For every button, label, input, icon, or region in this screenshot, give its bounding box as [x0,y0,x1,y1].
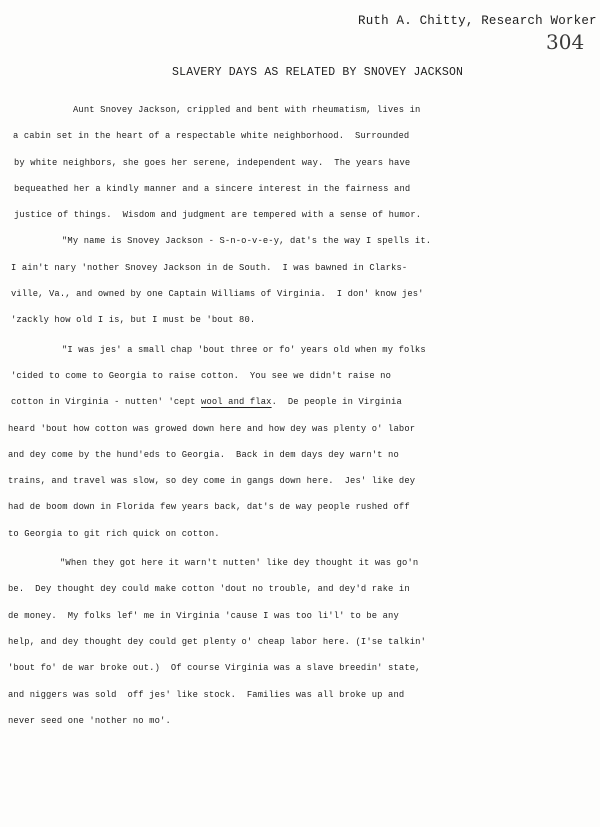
text-line: de money. My folks lef' me in Virginia 'cause I was too li'l' to be any [8,610,399,621]
text-line: "My name is Snovey Jackson - S-n-o-v-e-y, dat's the way I spells it. [62,236,432,247]
text-line: help, and dey thought dey could get plenty o' cheap labor here. (I'se talkin' [8,636,427,647]
text-line: and dey come by the hund'eds to Georgia. Back in dem days dey warn't no [8,449,399,460]
text-line: had de boom down in Florida few years back, dat's de way people rushed off [8,502,410,513]
document-title: SLAVERY DAYS AS RELATED BY SNOVEY JACKSON [172,66,464,79]
text-line: 'cided to come to Georgia to raise cotton. You see we didn't raise no [11,370,392,381]
text-line: cotton in Virginia - nutten' 'cept wool and flax. De people in Virginia [11,397,402,408]
page-number: 304 [546,30,585,54]
text-line: be. Dey thought dey could make cotton 'dout no trouble, and dey'd rake in [8,584,410,595]
text-line: ville, Va., and owned by one Captain Williams of Virginia. I don' know jes' [11,289,424,300]
text-line: bequeathed her a kindly manner and a sincere interest in the fairness and [14,183,411,194]
text-line: 'bout fo' de war broke out.) Of course Virginia was a slave breedin' state, [8,663,421,674]
text-line: 'zackly how old I is, but I must be 'bout 80. [11,315,256,326]
text-line: I ain't nary 'nother Snovey Jackson in de South. I was bawned in Clarks- [11,262,408,273]
text-line: and niggers was sold off jes' like stock. Families was all broke up and [8,689,405,700]
text-line: heard 'bout how cotton was growed down here and how dey was plenty o' labor [8,423,416,434]
text-line: trains, and travel was slow, so dey come in gangs down here. Jes' like dey [8,476,416,487]
text-line: justice of things. Wisdom and judgment are tempered with a sense of humor. [14,210,422,221]
author-credit: Ruth A. Chitty, Research Worker [358,14,597,28]
text-line: to Georgia to git rich quick on cotton. [8,528,220,539]
text-line: by white neighbors, she goes her serene, independent way. The years have [14,157,411,168]
text-line: Aunt Snovey Jackson, crippled and bent with rheumatism, lives in [73,105,421,115]
text-line: "When they got here it warn't nutten' like dey thought it was go'n [60,558,419,569]
text-line: a cabin set in the heart of a respectable white neighborhood. Surrounded [13,131,410,142]
text-line: "I was jes' a small chap 'bout three or fo' years old when my folks [62,344,426,355]
underlined-phrase: wool and flax [201,397,272,408]
text-line: never seed one 'nother no mo'. [8,715,171,726]
document-body [0,97,600,734]
